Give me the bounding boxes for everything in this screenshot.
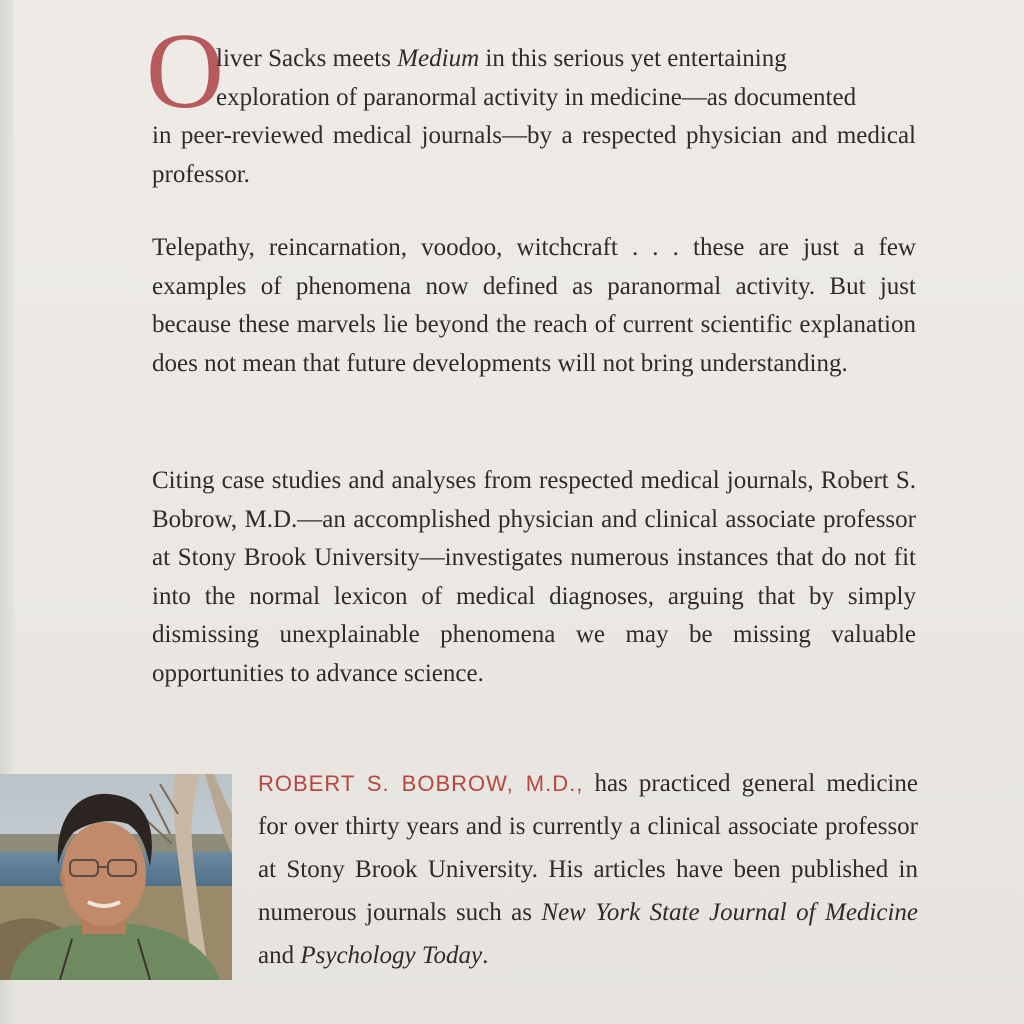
- author-bio-text: .: [482, 942, 489, 969]
- author-bio-text: has practiced general medicine for over thirty years and is currently a clinical associate professor at Stony Brook University. His articles have been published in numerous journals such as: [258, 770, 918, 926]
- blurb-paragraph-2: Telepathy, reincarnation, voodoo, witchcraft . . . these are just a few examples of phenomena now defined as paranormal activity. But just because these marvels lie beyond the reach of current scientific explanation does not mean that future developments will not bring understanding.: [152, 234, 916, 377]
- author-bio: [258, 762, 918, 977]
- drop-cap: O: [146, 12, 224, 131]
- blurb-paragraph-1: [152, 40, 916, 194]
- blurb-text: liver Sacks meets: [216, 45, 398, 72]
- journal-name-2: Psychology Today: [300, 942, 483, 969]
- author-portrait-image: [0, 774, 232, 980]
- blurb-text: in peer-reviewed medical journals—by a respected physician and medical professor.: [152, 122, 916, 188]
- blurb-line-1: [152, 40, 916, 79]
- author-name: ROBERT S. BOBROW, M.D.,: [258, 771, 584, 796]
- blurb-line-2: exploration of paranormal activity in medicine—as documented: [216, 83, 857, 111]
- author-photo: [0, 774, 232, 980]
- author-bio-text: and: [258, 942, 301, 969]
- journal-name-1: New York State Journal of Medicine: [541, 899, 919, 926]
- italic-title-medium: Medium: [397, 45, 480, 72]
- blurb-text: in this serious yet entertaining: [479, 45, 787, 72]
- blurb-paragraph-3: Citing case studies and analyses from respected medical journals, Robert S. Bobrow, M.D.—an accomplished physician and clinical associate professor at Stony Brook University—investigates numerous instances that do not fit into the normal lexicon of medical diagnoses, arguing that by simply dismissing unexplainable phenomena we may be missing valuable opportunities to advance science.: [152, 467, 916, 687]
